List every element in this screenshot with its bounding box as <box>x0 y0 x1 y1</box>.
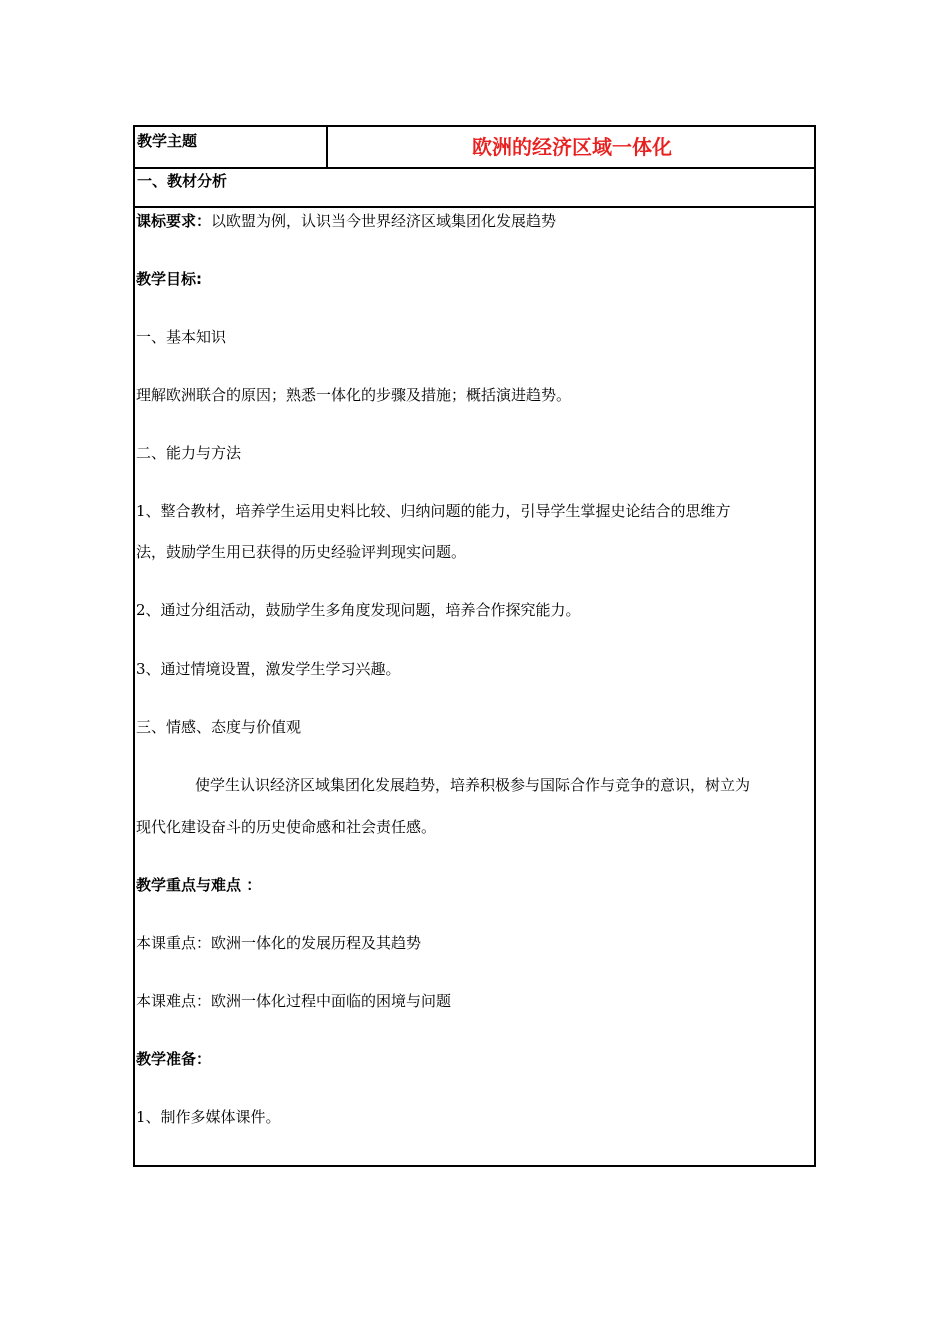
ability-item2: 2、通过分组活动，鼓励学生多角度发现问题，培养合作探究能力。 <box>136 601 581 619</box>
curriculum-label: 课标要求： <box>136 212 212 230</box>
ability-item3: 3、通过情境设置，激发学生学习兴趣。 <box>136 660 401 678</box>
basic-knowledge-text: 理解欧洲联合的原因；熟悉一体化的步骤及措施；概括演进趋势。 <box>136 386 572 404</box>
curriculum-text: 以欧盟为例，认识当今世界经济区域集团化发展趋势 <box>211 212 557 230</box>
topic-label: 教学主题 <box>135 127 328 167</box>
basic-knowledge-heading: 一、基本知识 <box>136 328 227 346</box>
difficult-point: 本课难点：欧洲一体化过程中面临的困境与问题 <box>136 992 452 1010</box>
preparation-heading: 教学准备： <box>136 1050 212 1068</box>
emotion-line2: 现代化建设奋斗的历史使命感和社会责任感。 <box>136 818 437 836</box>
key-point: 本课重点：欧洲一体化的发展历程及其趋势 <box>136 934 422 952</box>
title-row <box>135 127 814 169</box>
section-heading: 一、教材分析 <box>135 167 814 208</box>
emotion-line1: 使学生认识经济区域集团化发展趋势，培养积极参与国际合作与竞争的意识，树立为 <box>195 776 751 794</box>
lesson-plan-table <box>133 125 816 1167</box>
content-area <box>135 210 814 1165</box>
goals-heading: 教学目标: <box>136 270 202 288</box>
preparation-item1: 1、制作多媒体课件。 <box>136 1108 281 1126</box>
key-points-heading: 教学重点与难点 ： <box>136 876 262 894</box>
ability-item1-line2: 法，鼓励学生用已获得的历史经验评判现实问题。 <box>136 543 467 561</box>
curriculum-line <box>135 210 810 231</box>
lesson-title: 欧洲的经济区域一体化 <box>472 135 672 159</box>
emotion-heading: 三、情感、态度与价值观 <box>136 718 302 736</box>
ability-heading: 二、能力与方法 <box>136 444 242 462</box>
ability-item1-line1: 1、整合教材，培养学生运用史料比较、归纳问题的能力，引导学生掌握史论结合的思维方 <box>136 502 731 520</box>
